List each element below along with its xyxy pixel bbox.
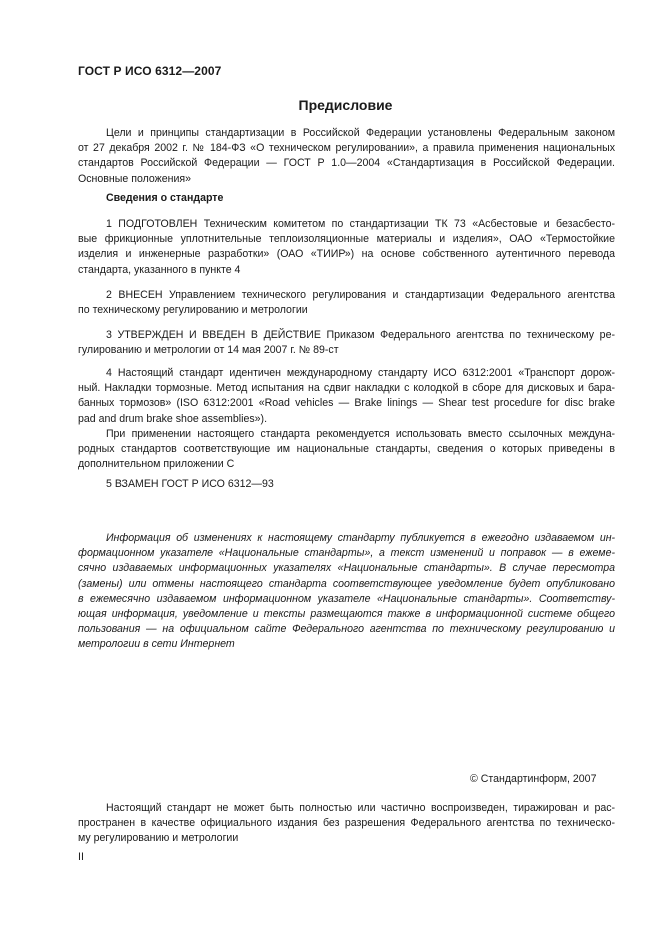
- item-2-line: по техническому регулированию и метрологии: [78, 304, 308, 317]
- item-4-note-line: дополнительном приложении С: [78, 458, 235, 471]
- page-title: Предисловие: [298, 97, 393, 113]
- item-4-line: ный. Накладки тормозные. Метод испытания на сдвиг накладки с колодкой в сборе для дисковых и бара-: [78, 382, 615, 395]
- item-1-line: изделия и инженерные разработки» (ОАО «ТИИР») на основе собственного аутентичного перевода: [78, 248, 615, 261]
- item-4-paragraph: [78, 366, 615, 472]
- reproduction-line: Настоящий стандарт не может быть полностью или частично воспроизведен, тиражирован и рас-: [106, 802, 615, 814]
- item-3-line: 3 УТВЕРЖДЕН И ВВЕДЕН В ДЕЙСТВИЕ Приказом Федерального агентства по техническому ре-: [106, 329, 615, 341]
- item-5-line: 5 ВЗАМЕН ГОСТ Р ИСО 6312—93: [106, 478, 274, 490]
- item-4-note-line: родных стандартов соответствующие им национальные стандарты, сведения о которых приведены в: [78, 443, 615, 456]
- item-1-paragraph: [78, 217, 615, 278]
- item-4-line: pad and drum brake shoe assemblies»).: [78, 412, 268, 425]
- item-4-line: банных тормозов» (ISO 6312:2001 «Road vehicles — Brake linings — Shear test procedure for disc brake: [78, 397, 615, 410]
- info-line: формационном указателе «Национальные стандарты», а текст изменений и поправок — в ежеме-: [78, 547, 615, 560]
- reproduction-notice: [78, 801, 615, 847]
- item-4-line: 4 Настоящий стандарт идентичен международному стандарту ИСО 6312:2001 «Транспорт дорож-: [106, 367, 615, 379]
- info-line: (замены) или отмены настоящего стандарта соответствующее уведомление будет опубликовано: [78, 577, 615, 590]
- change-info-paragraph: [78, 531, 615, 653]
- intro-line: от 27 декабря 2002 г. № 184-ФЗ «О техническом регулировании», а правила применения национальных: [78, 142, 615, 155]
- info-line: сячно издаваемых информационных указателях «Национальные стандарты». В случае пересмотра: [78, 562, 615, 575]
- info-line: метрологии в сети Интернет: [78, 638, 235, 651]
- page-number: II: [78, 851, 84, 863]
- info-line: в ежемесячно издаваемом информационном указателе «Национальные стандарты». Соответству-: [78, 592, 615, 605]
- intro-paragraph: [78, 126, 615, 187]
- item-3-line: гулированию и метрологии от 14 мая 2007 г. № 89-ст: [78, 344, 339, 357]
- document-header: ГОСТ Р ИСО 6312—2007: [78, 64, 222, 78]
- info-line: пользования — на официальном сайте Федерального агентства по техническому регулированию и: [78, 623, 615, 636]
- item-2-line: 2 ВНЕСЕН Управлением технического регулирования и стандартизации Федерального агентства: [106, 289, 615, 301]
- item-1-line: стандарта, указанного в пункте 4: [78, 263, 241, 276]
- reproduction-line: му регулированию и метрологии: [78, 832, 239, 845]
- intro-line: Основные положения»: [78, 172, 192, 185]
- standard-info-heading: Сведения о стандарте: [106, 192, 224, 204]
- intro-line: Цели и принципы стандартизации в Российской Федерации установлены Федеральным законом: [106, 127, 615, 139]
- reproduction-line: пространен в качестве официального издания без разрешения Федерального агентства по техническо-: [78, 817, 615, 830]
- item-5-paragraph: [78, 477, 615, 492]
- item-2-paragraph: [78, 288, 615, 318]
- item-3-paragraph: [78, 328, 615, 358]
- item-1-line: вые фрикционные уплотнительные теплоизоляционные материалы и изделия», ОАО «Термостойкие: [78, 233, 615, 246]
- copyright-notice: © Стандартинформ, 2007: [470, 773, 597, 785]
- intro-line: стандартов Российской Федерации — ГОСТ Р 1.0—2004 «Стандартизация в Российской Федерации.: [78, 157, 615, 170]
- info-line: ющая информация, уведомление и тексты размещаются также в информационной системе общего: [78, 608, 615, 621]
- item-1-line: 1 ПОДГОТОВЛЕН Техническим комитетом по стандартизации ТК 73 «Асбестовые и безасбесто-: [106, 218, 615, 230]
- info-line: Информация об изменениях к настоящему стандарту публикуется в ежегодно издаваемом ин-: [106, 532, 615, 544]
- item-4-note-line: При применении настоящего стандарта рекомендуется использовать вместо ссылочных междуна-: [106, 427, 615, 440]
